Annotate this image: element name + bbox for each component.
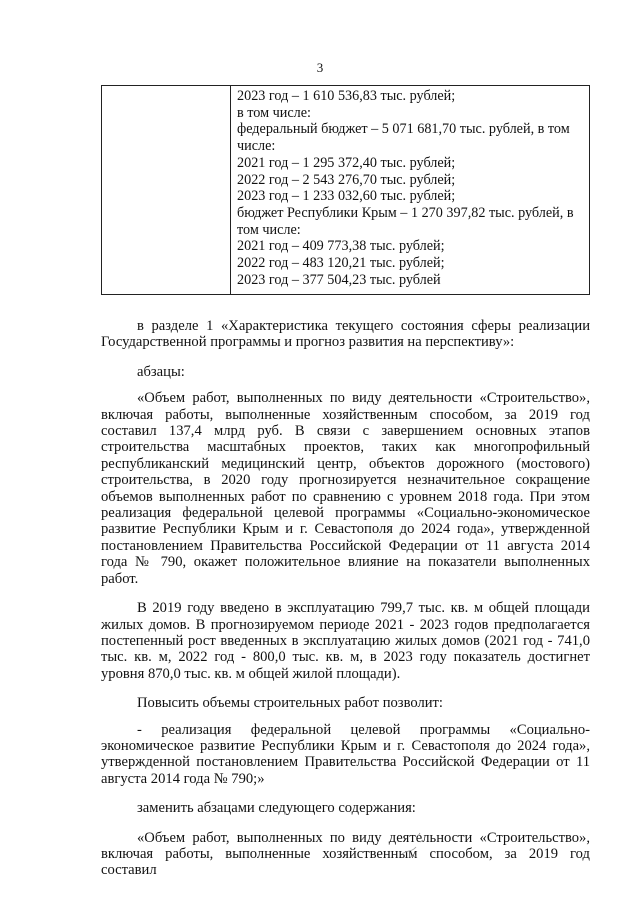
table-line: бюджет Республики Крым – 1 270 397,82 тыс. рублей, в [237, 204, 574, 221]
paragraph-construction-volume-new: «Объем работ, выполненных по виду деятельности «Строительство», включая работы, выполненные хозяйственным способом, за 2019 год составил [101, 829, 590, 879]
paragraph-federal-program: - реализация федеральной целевой программы «Социально-экономическое развитие Республики Крым и г. Севастополя до 2024 года», утвержденной постановлением Правительства Российской Федерации от 11 августа 2014 года № 790;» [101, 721, 590, 787]
paragraph-housing: В 2019 году введено в эксплуатацию 799,7 тыс. кв. м общей площади жилых домов. В прогнозируемом периоде 2021 - 2023 годов предполагается постепенный рост введенных в эксплуатацию жилых домов (2021 год - 741,0 тыс. кв. м, 2022 год - 800,0 тыс. кв. м, в 2023 году показатель достигнет уровня 870,0 тыс. кв. м общей жилой площади). [101, 600, 590, 682]
paragraph-abzatsy: абзацы: [137, 363, 185, 380]
table-line: 2022 год – 2 543 276,70 тыс. рублей; [237, 171, 456, 188]
table-line: 2023 год – 1 610 536,83 тыс. рублей; [237, 88, 456, 104]
table-line: 2021 год – 409 773,38 тыс. рублей; [237, 238, 445, 255]
pen-mark-icon [398, 830, 428, 860]
table-right-cell [231, 86, 589, 294]
page-number: 3 [316, 60, 324, 75]
paragraph-construction-volume: «Объем работ, выполненных по виду деятельности «Строительство», включая работы, выполненные хозяйственным способом, за 2019 год составил 137,4 млрд руб. В связи с завершением основных этапов строительства масштабных проектов, таких как многопрофильный республиканский медицинский центр, объектов дорожного (мостового) строительства, в 2020 году прогнозируется незначительное сокращение объемов выполненных работ по сравнению с уровнем 2018 года. При этом реализация федеральной целевой программы «Социально-экономическое развитие Республики Крым и г. Севастополя до 2024 года», утвержденной постановлением Правительства Российской Федерации от 11 августа 2014 года № 790, окажет положительное влияние на показатели выполненных работ. [101, 390, 590, 587]
funding-table [101, 85, 590, 295]
table-line: 2023 год – 1 233 032,60 тыс. рублей; [237, 188, 456, 205]
document-body [101, 318, 590, 879]
paragraph-section-intro: в разделе 1 «Характеристика текущего состояния сферы реализации Государственной программы и прогноз развития на перспективу»: [101, 318, 590, 351]
table-line: 2021 год – 1 295 372,40 тыс. рублей; [237, 154, 456, 171]
paragraph-increase-volume: Повысить объемы строительных работ позволит: [137, 695, 443, 712]
table-line: 2023 год – 377 504,23 тыс. рублей [237, 271, 441, 288]
table-line: в том числе: [237, 104, 311, 121]
table-line: федеральный бюджет – 5 071 681,70 тыс. рублей, в том [237, 121, 570, 138]
table-line: числе: [237, 138, 276, 155]
table-left-cell [102, 86, 231, 294]
table-line: том числе: [237, 221, 301, 238]
paragraph-replace: заменить абзацами следующего содержания: [137, 800, 416, 817]
table-line: 2022 год – 483 120,21 тыс. рублей; [237, 255, 445, 272]
